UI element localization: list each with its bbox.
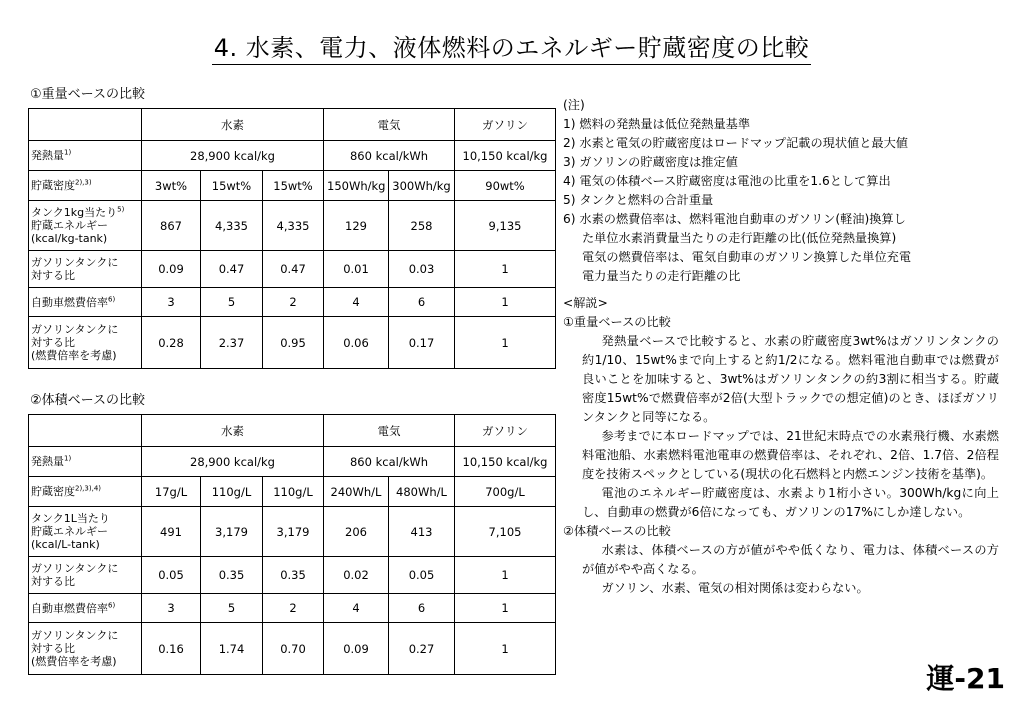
table-row: [29, 288, 556, 317]
table-cell: 15wt%: [201, 171, 263, 201]
table-cell: 0.02: [324, 557, 389, 594]
table-cell: 150Wh/kg: [324, 171, 389, 201]
table-cell: 6: [389, 288, 455, 317]
table-row: [29, 623, 556, 675]
table-cell: 3wt%: [142, 171, 201, 201]
table-cell: 28,900 kcal/kg: [142, 141, 324, 171]
table-cell: 3: [142, 288, 201, 317]
header-electricity: 電気: [324, 109, 455, 141]
row-label: 貯蔵密度$^{2),3)}$: [29, 171, 142, 201]
table-row: [29, 141, 556, 171]
table-cell: 480Wh/L: [389, 477, 455, 507]
table-cell: 0.35: [263, 557, 324, 594]
table-row: [29, 557, 556, 594]
table-cell: 10,150 kcal/kg: [455, 447, 556, 477]
table-cell: 413: [389, 507, 455, 557]
table-cell: 7,105: [455, 507, 556, 557]
header-hydrogen: 水素: [142, 109, 324, 141]
table-cell: 867: [142, 201, 201, 251]
table-cell: 2: [263, 594, 324, 623]
table-row: [29, 594, 556, 623]
explanation-block: [563, 294, 999, 598]
table-cell: 3: [142, 594, 201, 623]
table-header-row: [29, 109, 556, 141]
table-cell: 4: [324, 594, 389, 623]
table-cell: 0.70: [263, 623, 324, 675]
table-cell: 0.47: [201, 251, 263, 288]
row-label: ガソリンタンクに 対する比 (燃費倍率を考慮): [29, 317, 142, 369]
volume-section-heading: ②体積ベースの比較: [30, 393, 146, 408]
table-cell: 0.27: [389, 623, 455, 675]
table-cell: 90wt%: [455, 171, 556, 201]
table-cell: 17g/L: [142, 477, 201, 507]
header-hydrogen: 水素: [142, 415, 324, 447]
explanation-paragraph: 発熱量ベースで比較すると、水素の貯蔵密度3wt%はガソリンタンクの約1/10、15wt%まで向上すると約1/2になる。燃料電池自動車では燃費が良いことを加味すると、3wt%はガソリンタンクの約3割に相当する。貯蔵密度15wt%で燃費倍率が2倍(大型トラックでの想定値)のとき、ほぼガソリンタンクと同等になる。: [582, 334, 999, 424]
note-item: 5) タンクと燃料の合計重量: [563, 193, 714, 207]
table-cell: 0.09: [142, 251, 201, 288]
table-cell: 0.06: [324, 317, 389, 369]
table-cell: 3,179: [263, 507, 324, 557]
table-cell: 860 kcal/kWh: [324, 447, 455, 477]
table-cell: 206: [324, 507, 389, 557]
page-number: 運-21: [926, 662, 1005, 695]
page-title: 4. 水素、電力、液体燃料のエネルギー貯蔵密度の比較: [0, 33, 1023, 65]
note-item: 3) ガソリンの貯蔵密度は推定値: [563, 155, 738, 169]
table-cell: 110g/L: [201, 477, 263, 507]
table-cell: 0.16: [142, 623, 201, 675]
table-row: [29, 201, 556, 251]
table-cell: 1: [455, 288, 556, 317]
table-row: [29, 447, 556, 477]
row-label: ガソリンタンクに 対する比: [29, 557, 142, 594]
corner-cell: [29, 415, 142, 447]
table-cell: 240Wh/L: [324, 477, 389, 507]
table-cell: 0.17: [389, 317, 455, 369]
table-cell: 10,150 kcal/kg: [455, 141, 556, 171]
table-cell: 0.28: [142, 317, 201, 369]
notes-heading: (注): [563, 98, 585, 112]
table-cell: 9,135: [455, 201, 556, 251]
table-cell: 2: [263, 288, 324, 317]
table-cell: 0.05: [389, 557, 455, 594]
table-cell: 1: [455, 594, 556, 623]
table-cell: 300Wh/kg: [389, 171, 455, 201]
table-cell: 0.95: [263, 317, 324, 369]
table-cell: 6: [389, 594, 455, 623]
table-cell: 0.35: [201, 557, 263, 594]
explanation-paragraph: 電池のエネルギー貯蔵密度は、水素より1桁小さい。300Wh/kgに向上し、自動車の燃費が6倍になっても、ガソリンの17%にしか達しない。: [582, 486, 999, 519]
header-gasoline: ガソリン: [455, 109, 556, 141]
row-label: 発熱量$^{1)}$: [29, 141, 142, 171]
explanation-heading: <解説>: [563, 296, 608, 310]
table-cell: 860 kcal/kWh: [324, 141, 455, 171]
explanation-paragraph: ガソリン、水素、電気の相対関係は変わらない。: [601, 581, 869, 595]
table-row: [29, 477, 556, 507]
table-cell: 4,335: [263, 201, 324, 251]
table-row: [29, 171, 556, 201]
explanation-paragraph: 水素は、体積ベースの方が値がやや低くなり、電力は、体積ベースの方が値がやや高くなる。: [582, 543, 999, 576]
explanation-subheading-volume: ②体積ベースの比較: [563, 524, 671, 538]
table-cell: 5: [201, 288, 263, 317]
table-cell: 700g/L: [455, 477, 556, 507]
table-cell: 3,179: [201, 507, 263, 557]
table-cell: 5: [201, 594, 263, 623]
table-cell: 4: [324, 288, 389, 317]
table-cell: 1: [455, 251, 556, 288]
row-label: 自動車燃費倍率$^{6)}$: [29, 594, 142, 623]
table-cell: 491: [142, 507, 201, 557]
table-row: [29, 317, 556, 369]
weight-comparison-table: [28, 108, 556, 369]
table-cell: 28,900 kcal/kg: [142, 447, 324, 477]
table-cell: 129: [324, 201, 389, 251]
row-label: タンク1L当たり 貯蔵エネルギー (kcal/L-tank): [29, 507, 142, 557]
explanation-paragraph: 参考までに本ロードマップでは、21世紀末時点での水素飛行機、水素燃料電池船、水素燃料電池電車の燃費倍率は、それぞれ、2倍、1.7倍、2倍程度を技術スペックとしている(現状の化石燃料と内燃エンジン技術を基準)。: [582, 429, 999, 481]
row-label: ガソリンタンクに 対する比 (燃費倍率を考慮): [29, 623, 142, 675]
table-cell: 258: [389, 201, 455, 251]
table-cell: 1: [455, 317, 556, 369]
table-header-row: [29, 415, 556, 447]
table-cell: 110g/L: [263, 477, 324, 507]
note-item: 電力量当たりの走行距離の比: [582, 269, 741, 283]
explanation-subheading-weight: ①重量ベースの比較: [563, 315, 671, 329]
note-item: 2) 水素と電気の貯蔵密度はロードマップ記載の現状値と最大値: [563, 136, 908, 150]
corner-cell: [29, 109, 142, 141]
table-cell: 1: [455, 557, 556, 594]
row-label: 発熱量$^{1)}$: [29, 447, 142, 477]
note-item: 4) 電気の体積ベース貯蔵密度は電池の比重を1.6として算出: [563, 174, 891, 188]
row-label: 貯蔵密度$^{2),3),4)}$: [29, 477, 142, 507]
table-cell: 0.05: [142, 557, 201, 594]
table-row: [29, 251, 556, 288]
table-cell: 15wt%: [263, 171, 324, 201]
row-label: タンク1kg当たり$^{5)}$ 貯蔵エネルギー (kcal/kg-tank): [29, 201, 142, 251]
note-item: た単位水素消費量当たりの走行距離の比(低位発熱量換算): [582, 231, 897, 245]
note-item: 6) 水素の燃費倍率は、燃料電池自動車のガソリン(軽油)換算し: [563, 212, 906, 226]
header-electricity: 電気: [324, 415, 455, 447]
notes-block: [563, 96, 1003, 286]
note-item: 1) 燃料の発熱量は低位発熱量基準: [563, 117, 751, 131]
table-cell: 0.47: [263, 251, 324, 288]
table-cell: 4,335: [201, 201, 263, 251]
row-label: ガソリンタンクに 対する比: [29, 251, 142, 288]
table-cell: 0.01: [324, 251, 389, 288]
row-label: 自動車燃費倍率$^{6)}$: [29, 288, 142, 317]
table-cell: 0.09: [324, 623, 389, 675]
table-row: [29, 507, 556, 557]
header-gasoline: ガソリン: [455, 415, 556, 447]
table-cell: 1.74: [201, 623, 263, 675]
volume-comparison-table: [28, 414, 556, 675]
table-cell: 2.37: [201, 317, 263, 369]
table-cell: 1: [455, 623, 556, 675]
note-item: 電気の燃費倍率は、電気自動車のガソリン換算した単位充電: [582, 250, 912, 264]
table-cell: 0.03: [389, 251, 455, 288]
weight-section-heading: ①重量ベースの比較: [30, 87, 146, 102]
